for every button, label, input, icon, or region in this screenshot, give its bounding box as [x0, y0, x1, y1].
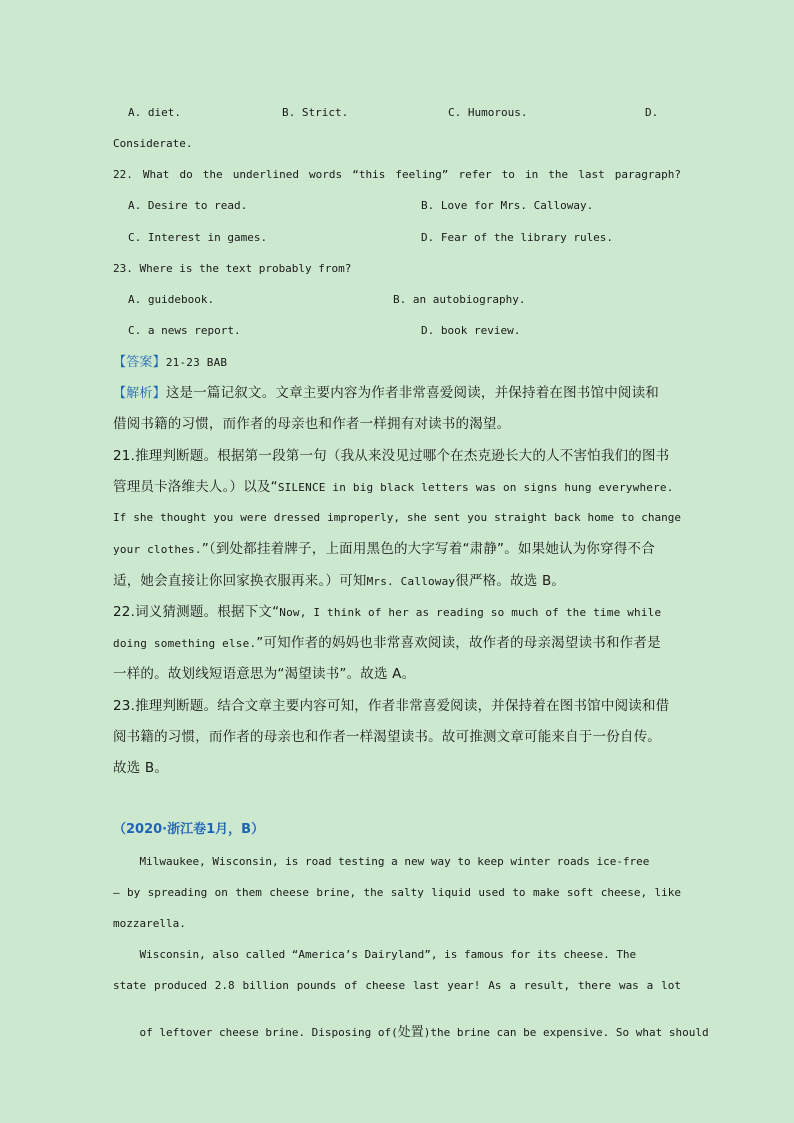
q21-option-d: D.: [645, 106, 659, 119]
q22-option-b: B. Love for Mrs. Calloway.: [421, 199, 594, 212]
passage-p2-line-2: state produced 2.8 billion pounds of cheese last year! As a result, there was a lot: [113, 979, 681, 992]
explanation-23-line-1: 23.推理判断题。结合文章主要内容可知，作者非常喜爱阅读，并保持着在图书馆中阅读和借: [113, 698, 670, 714]
explanation-21-line-2: 管理员卡洛维夫人。）以及“SILENCE in big black letters was on signs hung everywhere.: [113, 479, 674, 495]
q23-option-b: B. an autobiography.: [393, 293, 526, 306]
analysis-line-1: 【解析】这是一篇记叙文。文章主要内容为作者非常喜爱阅读，并保持着在图书馆中阅读和: [113, 385, 660, 401]
passage-p1-line-2: — by spreading on them cheese brine, the salty liquid used to make soft cheese, like: [113, 886, 681, 899]
analysis-line-2: 借阅书籍的习惯，而作者的母亲也和作者一样拥有对读书的渴望。: [113, 416, 511, 432]
q22-option-a: A. Desire to read.: [128, 199, 248, 212]
passage-p1-line-3: mozzarella.: [113, 917, 186, 930]
section-source-heading: （2020·浙江卷1月，B）: [113, 822, 265, 837]
q23-stem: 23. Where is the text probably from?: [113, 262, 352, 275]
explanation-21-line-4: your clothes.”（到处都挂着牌子，上面用黑色的大字写着“肃静”。如果她认为你穿得不合: [113, 541, 655, 557]
explanation-21-line-3: If she thought you were dressed improperly, she sent you straight back home to change: [113, 511, 681, 524]
explanation-22-line-1: 22.词义猜测题。根据下文“Now, I think of her as reading so much of the time while: [113, 604, 662, 620]
passage-p2-line-1: Wisconsin, also called “America’s Dairyland”, is famous for its cheese. The: [113, 948, 637, 961]
passage-p2-line-3: of leftover cheese brine. Disposing of(处置)the brine can be expensive. So what should: [139, 1025, 709, 1040]
q22-option-c: C. Interest in games.: [128, 231, 268, 244]
explanation-22-line-3: 一样的。故划线短语意思为“渴望读书”。故选 A。: [113, 666, 416, 682]
q23-option-c: C. a news report.: [128, 324, 241, 337]
analysis-tag: 【解析】: [113, 386, 166, 401]
q21-option-a: A. diet.: [128, 106, 181, 119]
answer-value: 21-23 BAB: [165, 356, 228, 369]
q23-option-d: D. book review.: [421, 324, 521, 337]
q22-stem: 22. What do the underlined words “this feeling” refer to in the last paragraph?: [113, 168, 681, 181]
q23-option-a: A. guidebook.: [128, 293, 215, 306]
passage-p1-line-1: Milwaukee, Wisconsin, is road testing a new way to keep winter roads ice-free: [113, 855, 650, 868]
explanation-21-line-1: 21.推理判断题。根据第一段第一句（我从来没见过哪个在杰克逊长大的人不害怕我们的图书: [113, 448, 670, 464]
answer-line: [113, 353, 681, 372]
explanation-21-line-5: 适，她会直接让你回家换衣服再来。）可知Mrs. Calloway很严格。故选 B。: [113, 573, 566, 589]
explanation-22-line-2: doing something else.”可知作者的妈妈也非常喜欢阅读，故作者的母亲渴望读书和作者是: [113, 635, 661, 651]
q21-option-d-text: Considerate.: [113, 137, 193, 150]
explanation-23-line-3: 故选 B。: [113, 760, 169, 776]
q21-option-c: C. Humorous.: [448, 106, 528, 119]
q22-option-d: D. Fear of the library rules.: [421, 231, 614, 244]
q21-option-b: B. Strict.: [282, 106, 349, 119]
explanation-23-line-2: 阅书籍的习惯，而作者的母亲也和作者一样渴望读书。故可推测文章可能来自于一份自传。: [113, 729, 661, 745]
answer-tag: 【答案】: [113, 355, 166, 370]
